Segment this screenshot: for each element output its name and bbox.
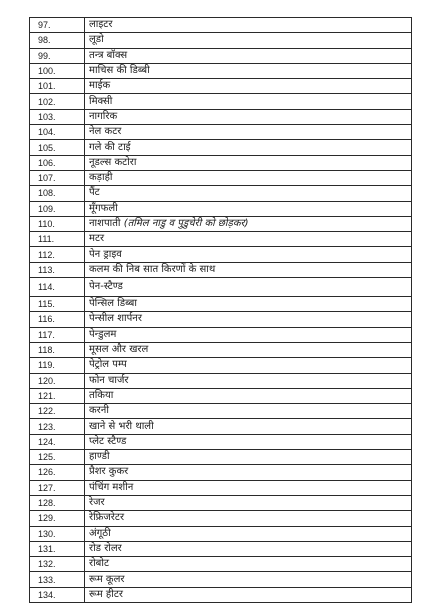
- item-text: माचिस की डिब्बी: [89, 65, 150, 77]
- row-item: [85, 342, 412, 357]
- table-row: [30, 278, 412, 297]
- item-text: करनी: [89, 405, 109, 417]
- item-text: मूँगफली: [89, 202, 118, 214]
- item-text: कलम की निब सात किरणों के साथ: [89, 263, 216, 275]
- table-row: [30, 232, 412, 247]
- item-text: पेट्रोल पम्प: [89, 359, 127, 371]
- row-number: 124.: [30, 434, 85, 449]
- item-text: मिक्सी: [89, 95, 113, 107]
- row-item: [85, 373, 412, 388]
- table-row: [30, 201, 412, 216]
- row-item: [85, 278, 412, 297]
- table-row: [30, 557, 412, 572]
- table-row: [30, 262, 412, 277]
- row-item: [85, 511, 412, 526]
- table-row: [30, 404, 412, 419]
- row-item: [85, 358, 412, 373]
- table-row: [30, 541, 412, 556]
- item-text: तन्त्र बॉक्स: [89, 49, 128, 61]
- row-number: 110.: [30, 216, 85, 231]
- table-row: [30, 18, 412, 33]
- row-item: [85, 450, 412, 465]
- row-number: 120.: [30, 373, 85, 388]
- table-body: [30, 18, 412, 603]
- row-number: 107.: [30, 170, 85, 185]
- row-number: 105.: [30, 140, 85, 155]
- item-text: लाइटर: [89, 19, 113, 31]
- row-item: [85, 201, 412, 216]
- table-row: [30, 94, 412, 109]
- row-number: 112.: [30, 247, 85, 262]
- item-text: गले की टाई: [89, 141, 131, 153]
- row-number: 109.: [30, 201, 85, 216]
- item-text: मटर: [89, 233, 105, 245]
- row-number: 101.: [30, 79, 85, 94]
- table-row: [30, 79, 412, 94]
- row-number: 126.: [30, 465, 85, 480]
- row-number: 119.: [30, 358, 85, 373]
- row-item: [85, 572, 412, 587]
- table-row: [30, 495, 412, 510]
- row-item: [85, 434, 412, 449]
- table-row: [30, 434, 412, 449]
- table-row: [30, 419, 412, 434]
- row-item: [85, 419, 412, 434]
- item-text: पेन्सिल डिब्बा: [89, 298, 137, 310]
- row-item: [85, 388, 412, 403]
- item-text: प्लेट स्टैण्ड: [89, 435, 127, 447]
- item-text: फोन चार्जर: [89, 374, 129, 386]
- table-row: [30, 48, 412, 63]
- item-text: अंगूठी: [89, 527, 111, 539]
- row-item: [85, 170, 412, 185]
- row-number: 130.: [30, 526, 85, 541]
- row-item: [85, 247, 412, 262]
- row-number: 131.: [30, 541, 85, 556]
- table-row: [30, 297, 412, 312]
- table-row: [30, 125, 412, 140]
- row-item: [85, 587, 412, 602]
- item-text: तकिया: [89, 389, 114, 401]
- item-text: माईक: [89, 80, 111, 92]
- row-number: 114.: [30, 278, 85, 297]
- row-number: 125.: [30, 450, 85, 465]
- row-number: 132.: [30, 557, 85, 572]
- item-text: लूडो: [89, 34, 104, 46]
- table-row: [30, 480, 412, 495]
- table-row: [30, 33, 412, 48]
- row-number: 104.: [30, 125, 85, 140]
- table-row: [30, 170, 412, 185]
- row-item: [85, 262, 412, 277]
- item-note: (तमिल नाडु व पुडुचेरी को छोड़कर): [123, 218, 249, 229]
- item-text: नूडल्स कटोरा: [89, 156, 137, 168]
- item-text: पेन्सील शार्पनर: [89, 313, 142, 325]
- row-number: 103.: [30, 109, 85, 124]
- item-text: रूम हीटर: [89, 588, 123, 600]
- row-number: 122.: [30, 404, 85, 419]
- row-number: 133.: [30, 572, 85, 587]
- table-row: [30, 186, 412, 201]
- item-text: पेन-स्टैण्ड: [89, 281, 123, 293]
- item-text: रेजर: [89, 497, 105, 509]
- row-item: [85, 63, 412, 78]
- item-text: कड़ाही: [89, 172, 113, 184]
- row-item: [85, 541, 412, 556]
- row-number: 121.: [30, 388, 85, 403]
- row-number: 97.: [30, 18, 85, 33]
- symbol-list-table: [29, 17, 412, 603]
- table-row: [30, 342, 412, 357]
- row-number: 116.: [30, 312, 85, 327]
- row-item: [85, 125, 412, 140]
- item-text: रोबोट: [89, 558, 110, 570]
- table-row: [30, 587, 412, 602]
- table-row: [30, 109, 412, 124]
- row-item: [85, 404, 412, 419]
- item-text: मूसल और खरल: [89, 344, 149, 356]
- table-row: [30, 373, 412, 388]
- table-row: [30, 140, 412, 155]
- row-item: [85, 140, 412, 155]
- row-number: 100.: [30, 63, 85, 78]
- row-number: 113.: [30, 262, 85, 277]
- table-row: [30, 526, 412, 541]
- row-item: [85, 495, 412, 510]
- table-row: [30, 312, 412, 327]
- table-row: [30, 572, 412, 587]
- row-item: [85, 216, 412, 231]
- table-row: [30, 388, 412, 403]
- table-row: [30, 327, 412, 342]
- item-text: रोड रोलर: [89, 542, 122, 554]
- table-row: [30, 358, 412, 373]
- table-row: [30, 511, 412, 526]
- row-item: [85, 18, 412, 33]
- row-number: 127.: [30, 480, 85, 495]
- row-item: [85, 186, 412, 201]
- item-text: रेफ्रिजरेटर: [89, 512, 125, 524]
- row-item: [85, 79, 412, 94]
- item-text: पंचिंग मशीन: [89, 481, 134, 493]
- row-item: [85, 327, 412, 342]
- row-item: [85, 109, 412, 124]
- table-row: [30, 247, 412, 262]
- row-number: 123.: [30, 419, 85, 434]
- item-text: पेन ड्राइव: [89, 248, 122, 260]
- item-text: नेल कटर: [89, 126, 122, 138]
- row-item: [85, 155, 412, 170]
- row-number: 115.: [30, 297, 85, 312]
- row-number: 102.: [30, 94, 85, 109]
- row-item: [85, 94, 412, 109]
- row-item: [85, 48, 412, 63]
- table-row: [30, 63, 412, 78]
- table-row: [30, 450, 412, 465]
- item-text: नागरिक: [89, 110, 118, 122]
- row-item: [85, 297, 412, 312]
- table-row: [30, 465, 412, 480]
- row-number: 128.: [30, 495, 85, 510]
- row-number: 98.: [30, 33, 85, 48]
- item-text: पैंट: [89, 187, 100, 199]
- item-text: रूम कूलर: [89, 573, 125, 585]
- row-item: [85, 557, 412, 572]
- item-text: पेन्डुलम: [89, 328, 117, 340]
- row-item: [85, 465, 412, 480]
- item-text: प्रैशर कुकर: [89, 466, 129, 478]
- item-text: नाशपाती: [89, 218, 121, 229]
- item-text: हाण्डी: [89, 451, 110, 463]
- row-item: [85, 33, 412, 48]
- row-number: 111.: [30, 232, 85, 247]
- row-number: 118.: [30, 342, 85, 357]
- row-item: [85, 480, 412, 495]
- row-item: [85, 526, 412, 541]
- row-number: 117.: [30, 327, 85, 342]
- row-number: 108.: [30, 186, 85, 201]
- row-item: [85, 232, 412, 247]
- row-number: 106.: [30, 155, 85, 170]
- row-number: 99.: [30, 48, 85, 63]
- item-text: खाने से भरी थाली: [89, 420, 154, 432]
- table-row: [30, 155, 412, 170]
- row-item: [85, 312, 412, 327]
- table-row: [30, 216, 412, 231]
- row-number: 129.: [30, 511, 85, 526]
- row-number: 134.: [30, 587, 85, 602]
